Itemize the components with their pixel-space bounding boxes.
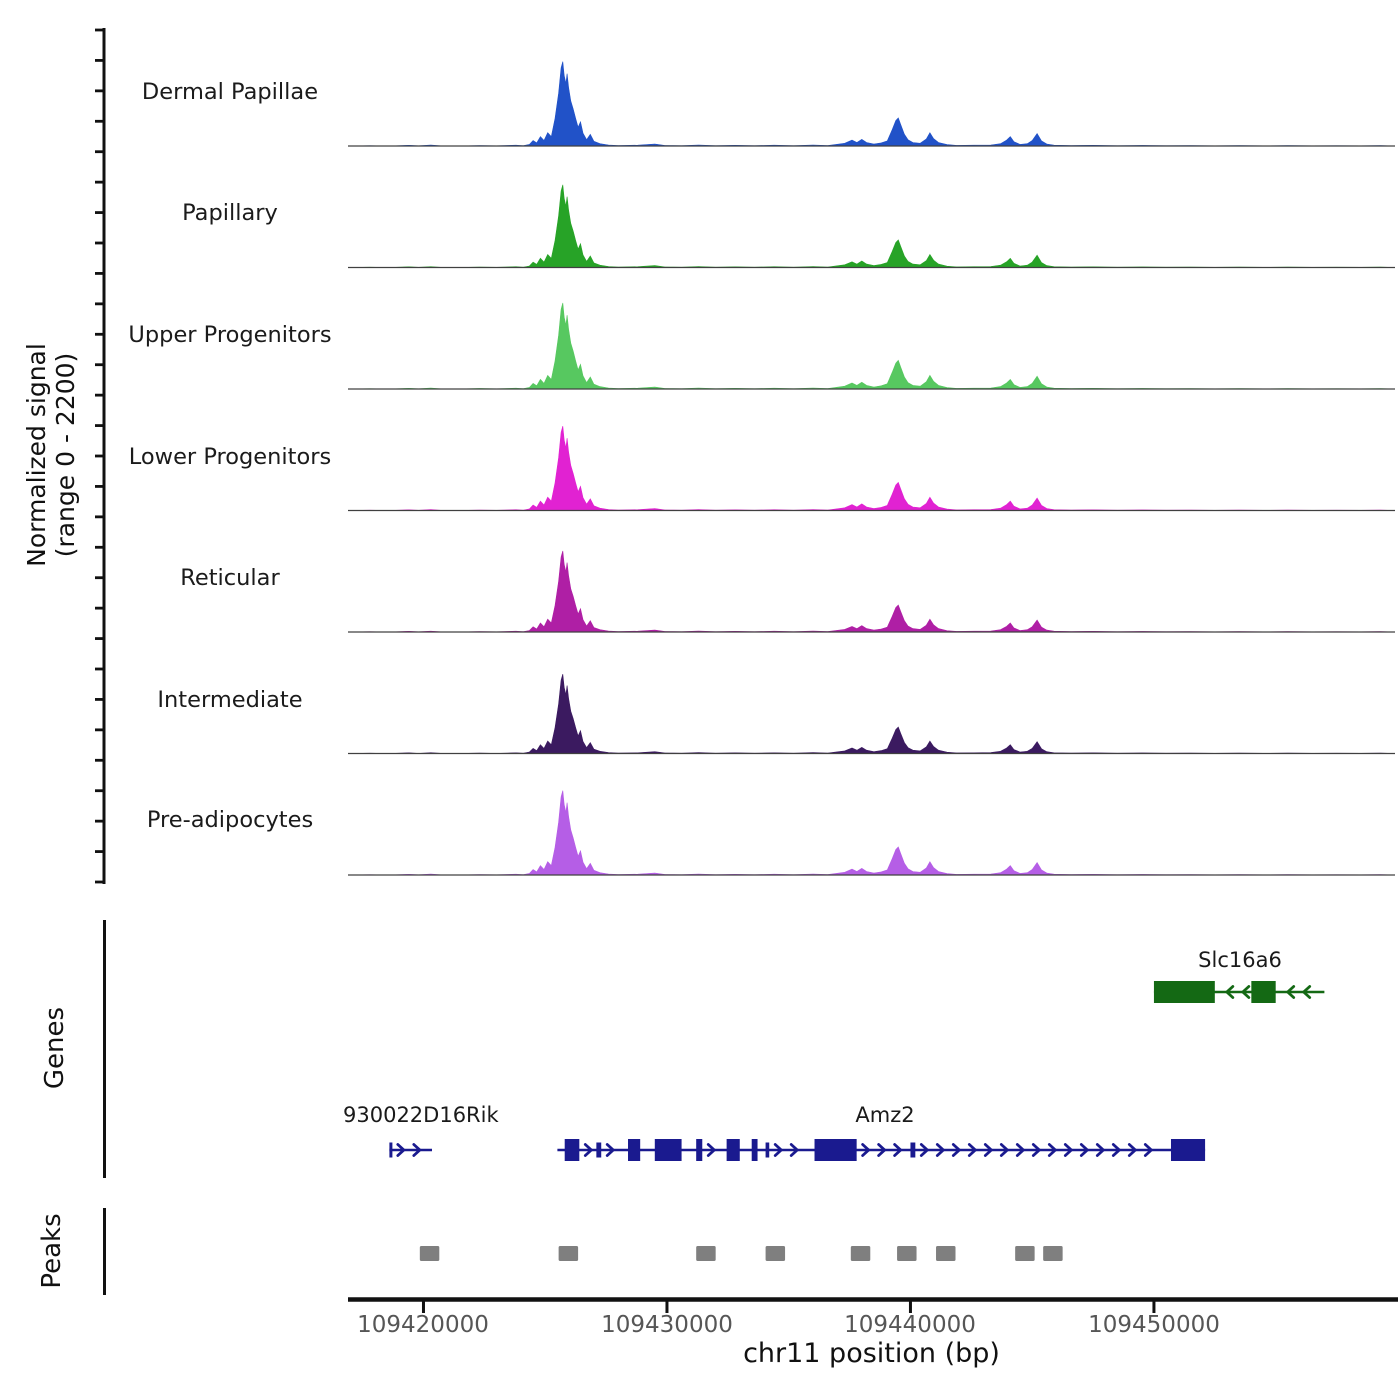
peak-box (696, 1246, 715, 1261)
gene-slc16a6-exon (1154, 981, 1215, 1003)
signal-area-lower-progenitors (348, 426, 1395, 510)
gene-label-930022d16rik: 930022D16Rik (343, 1103, 499, 1127)
signal-axis-label-line2: (range 0 - 2200) (51, 352, 80, 558)
gene-930022d16rik-exon (389, 1143, 392, 1158)
signal-area-reticular (348, 551, 1395, 632)
gene-amz2-exon (628, 1139, 640, 1161)
gene-amz2-exon (596, 1143, 601, 1158)
track-label-papillary: Papillary (182, 200, 278, 226)
signal-area-pre-adipocytes (348, 791, 1395, 875)
peak-box (420, 1246, 439, 1261)
gene-amz2-exon (696, 1139, 702, 1161)
gene-amz2-exon (1171, 1139, 1205, 1161)
signal-area-upper-progenitors (348, 303, 1395, 389)
track-label-intermediate: Intermediate (157, 687, 303, 713)
peak-box (897, 1246, 916, 1261)
track-label-dermal-papillae: Dermal Papillae (141, 79, 319, 105)
xaxis-title: chr11 position (bp) (743, 1338, 1000, 1369)
genes-section-label: Genes (40, 1006, 70, 1090)
peaks-section-label: Peaks (37, 1213, 67, 1289)
peak-box (936, 1246, 955, 1261)
peak-box (766, 1246, 785, 1261)
track-label-upper-progenitors: Upper Progenitors (128, 322, 332, 348)
gene-amz2-exon (752, 1139, 758, 1161)
xtick-109430000: 109430000 (601, 1312, 733, 1338)
track-label-pre-adipocytes: Pre-adipocytes (146, 807, 314, 833)
signal-area-dermal-papillae (348, 62, 1395, 146)
track-label-reticular: Reticular (180, 565, 280, 591)
gene-amz2-exon (815, 1139, 857, 1161)
peak-box (851, 1246, 870, 1261)
gene-amz2-exon (565, 1139, 580, 1161)
gene-slc16a6-exon (1251, 981, 1275, 1003)
peak-box (1043, 1246, 1062, 1261)
xtick-109420000: 109420000 (357, 1312, 489, 1338)
gene-amz2-exon (766, 1143, 770, 1158)
gene-amz2-exon (910, 1143, 915, 1158)
signal-axis-label-line1: Normalized signal (22, 343, 51, 567)
xtick-109440000: 109440000 (844, 1312, 976, 1338)
peak-box (559, 1246, 578, 1261)
peak-box (1015, 1246, 1034, 1261)
gene-amz2-exon (727, 1139, 740, 1161)
signal-area-papillary (348, 185, 1395, 268)
gene-label-slc16a6: Slc16a6 (1198, 948, 1282, 972)
signal-axis-label (22, 195, 82, 715)
track-label-lower-progenitors: Lower Progenitors (128, 444, 332, 470)
gene-label-amz2: Amz2 (855, 1103, 915, 1127)
gene-amz2-exon (655, 1139, 682, 1161)
signal-area-intermediate (348, 674, 1395, 753)
xtick-109450000: 109450000 (1088, 1312, 1220, 1338)
